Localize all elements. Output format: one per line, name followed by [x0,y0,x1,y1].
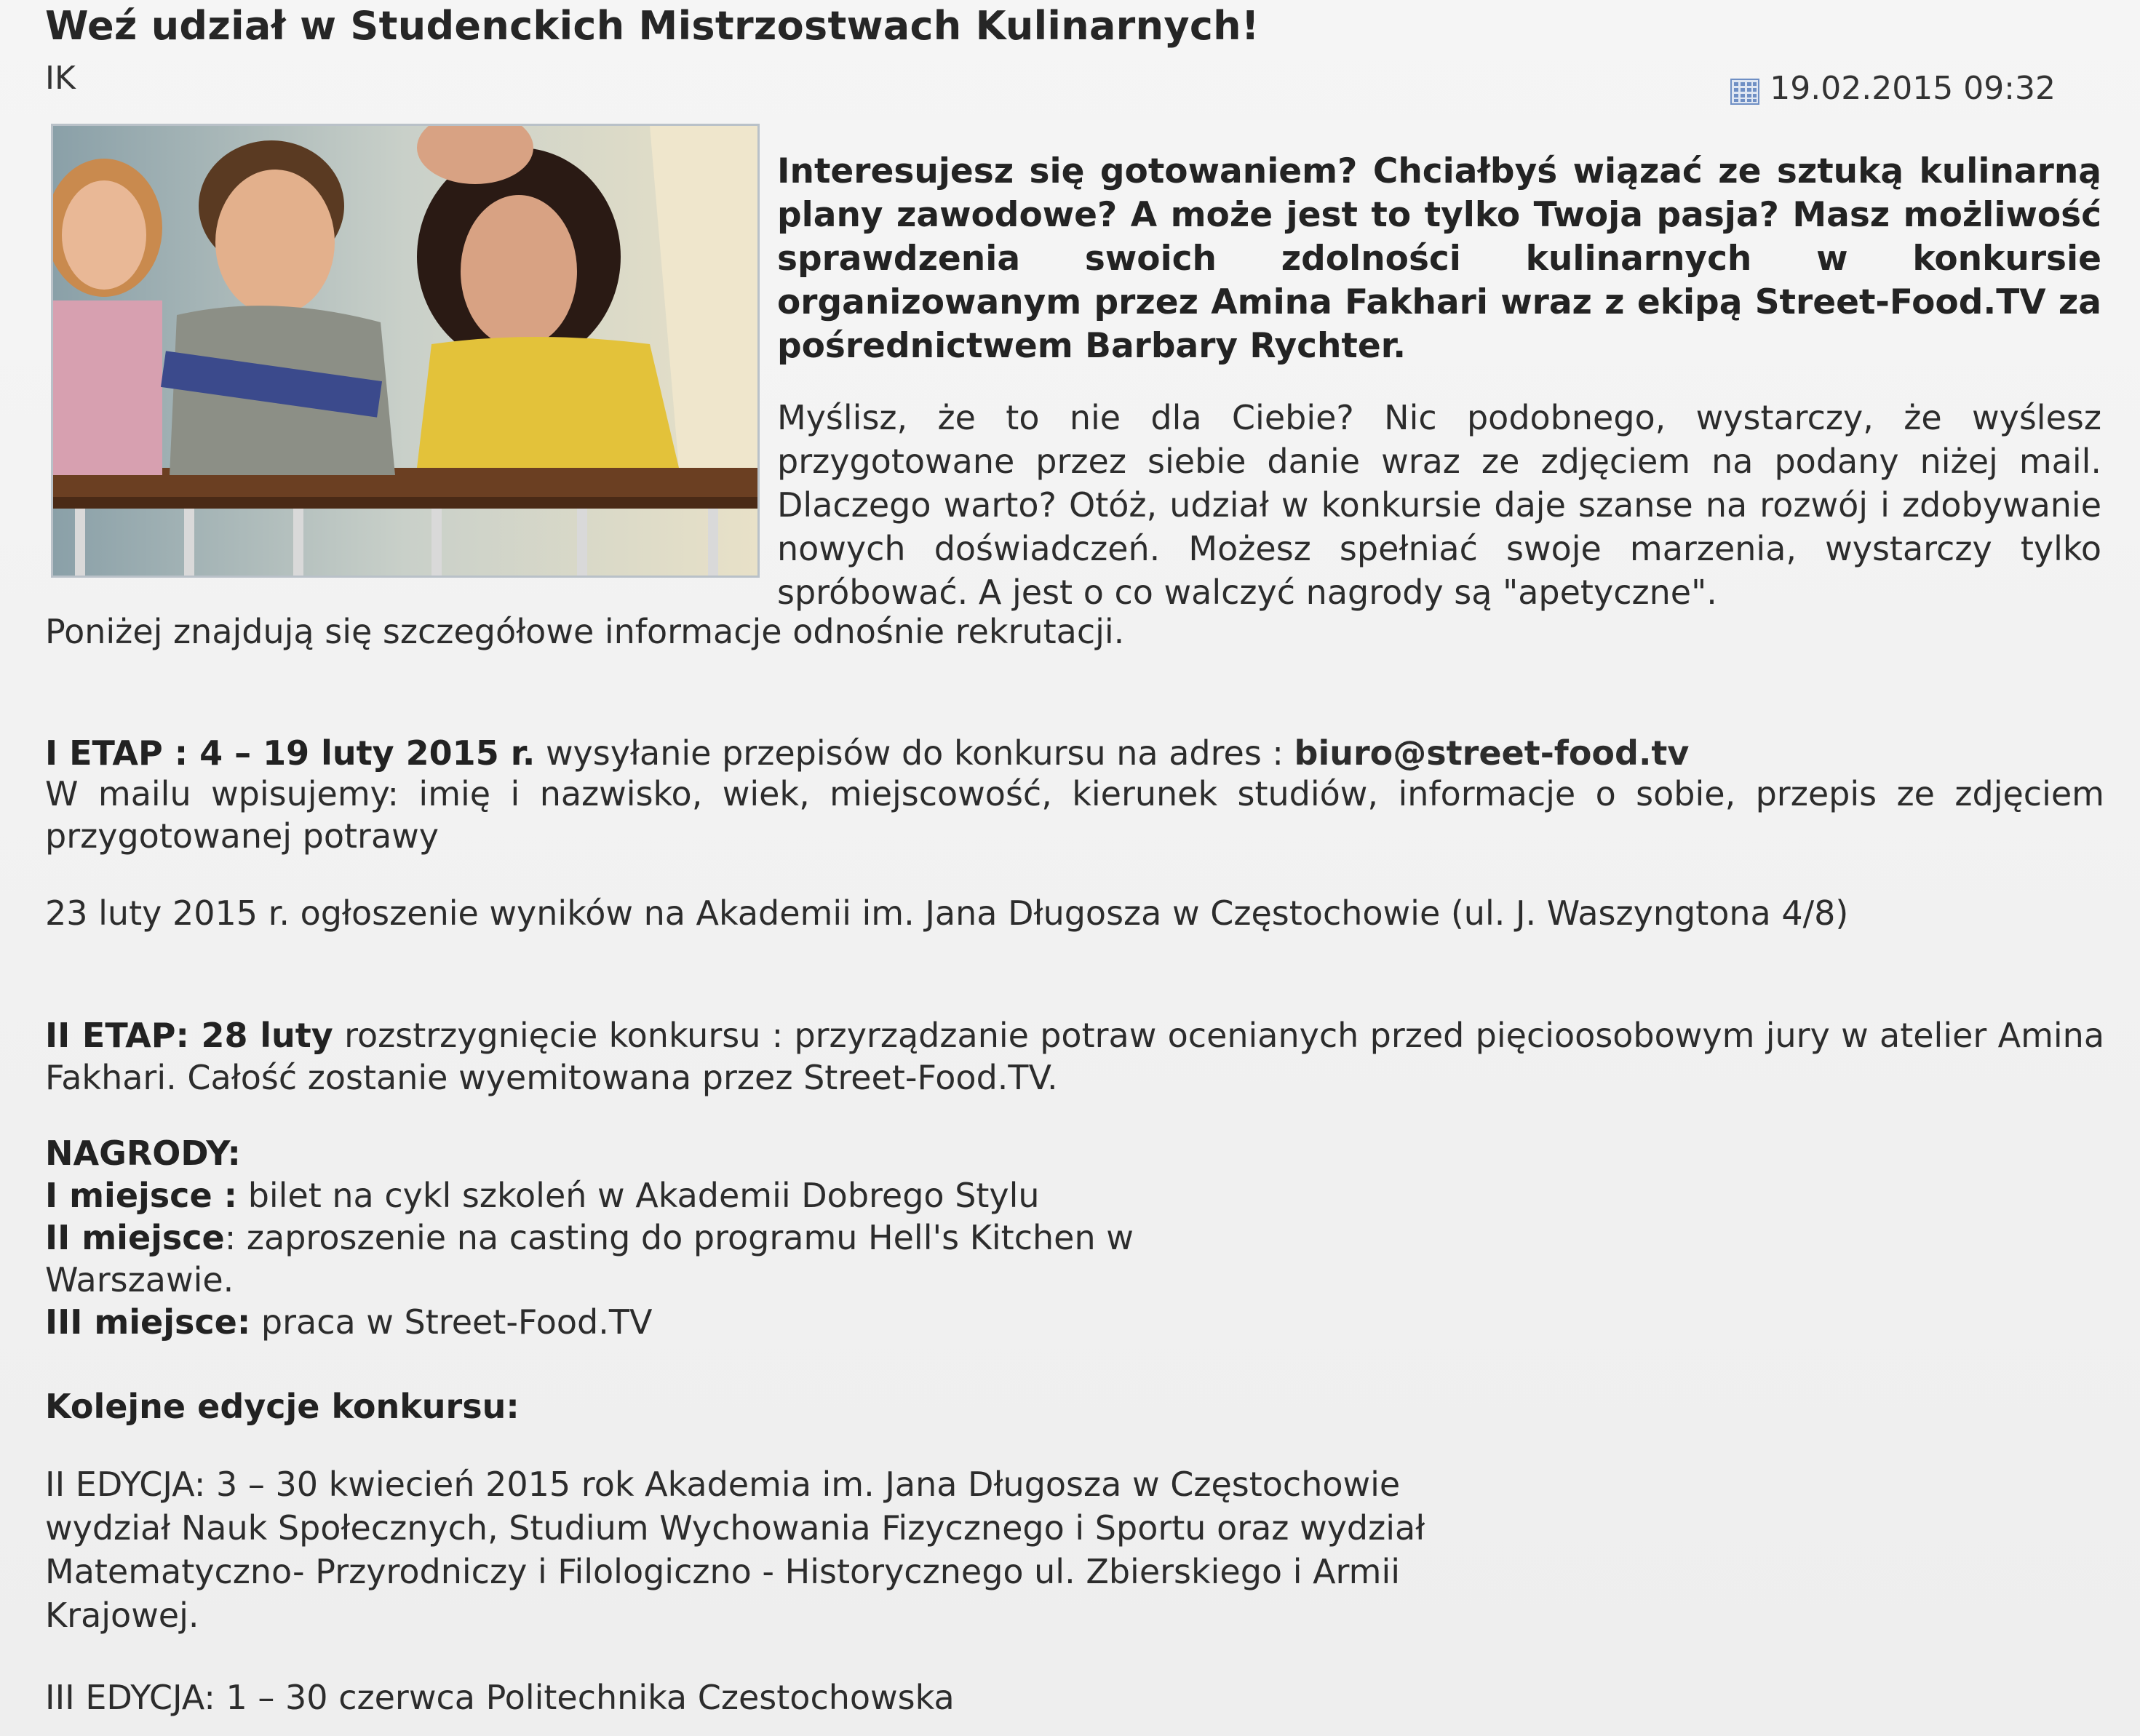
stage-1-label: I ETAP : 4 – 19 luty 2015 r. [45,733,536,773]
students-photo [51,124,760,578]
prize-item [45,1301,2104,1343]
stage-2-label: II ETAP: 28 luty [45,1016,333,1055]
article-date [1730,70,2056,107]
article-author: IK [45,60,76,97]
results-announcement: 23 luty 2015 r. ogłoszenie wyników na Akademii im. Jana Długosza w Częstochowie (ul. J. Waszyngtona 4/8) [45,893,1849,933]
edition-3: III EDYCJA: 1 – 30 czerwca Politechnika Czestochowska [45,1678,955,1717]
editions-heading: Kolejne edycje konkursu: [45,1387,520,1426]
article-title: Weź udział w Studenckich Mistrzostwach Kulinarnych! [45,3,1260,49]
stage-2-text: rozstrzygnięcie konkursu : przyrządzanie potraw ocenianych przed pięcioosobowym jury w atelier Amina Fakhari. Całość zostanie wyemitowana przez Street-Food.TV. [45,1016,2105,1097]
prize-text: bilet na cykl szkoleń w Akademii Dobrego Stylu [247,1176,1040,1215]
stage-2 [45,1014,2104,1099]
prize-place: I miejsce : [45,1176,238,1215]
prize-text: : zaproszenie na casting do programu Hell's Kitchen w Warszawie. [45,1218,1134,1299]
calendar-icon [1730,76,1759,102]
prize-place: II miejsce [45,1218,225,1257]
intro-paragraph: Interesujesz się gotowaniem? Chciałbyś wiązać ze sztuką kulinarną plany zawodowe? A może jest to tylko Twoja pasja? Masz możliwość sprawdzenia swoich zdolności kulinarnych w konkursie organizowanym przez Amina Fakhari wraz z ekipą Street-Food.TV za pośrednictwem Barbary Rychter. [777,151,2101,366]
prize-item [45,1174,2104,1217]
prize-place: III miejsce: [45,1302,251,1342]
date-text: 19.02.2015 09:32 [1770,70,2056,107]
prize-text: praca w Street-Food.TV [260,1302,653,1342]
paragraph-1: Myślisz, że to nie dla Ciebie? Nic podobnego, wystarczy, że wyślesz przygotowane przez siebie danie wraz ze zdjęciem na podany niżej mail. Dlaczego warto? Otóż, udział w konkursie daje szanse na rozwój i zdobywanie nowych doświadczeń. Możesz spełniać swoje marzenia, wystarczy tylko spróbować. A jest o co walczyć nagrody są "apetyczne". [777,398,2101,612]
prizes-heading: NAGRODY: [45,1134,241,1173]
prizes-section [45,1132,2104,1343]
paragraph-1-tail: Poniżej znajdują się szczegółowe informacje odnośnie rekrutacji. [45,612,1125,651]
stage-1-text: wysyłanie przepisów do konkursu na adres : [545,733,1284,773]
prize-item [45,1217,1282,1301]
contact-email[interactable]: biuro@street-food.tv [1294,733,1690,773]
edition-2: II EDYCJA: 3 – 30 kwiecień 2015 rok Akademia im. Jana Długosza w Częstochowie wydział Nauk Społecznych, Studium Wychowania Fizycznego i Sportu oraz wydział Matematyczno- Przyrodniczy i Filologiczno - Historycznego ul. Zbierskiego i Armii Krajowej. [45,1465,1425,1635]
stage-1-details: W mailu wpisujemy: imię i nazwisko, wiek, miejscowość, kierunek studiów, informacje o sobie, przepis ze zdjęciem przygotowanej potrawy [45,774,2104,856]
stage-1 [45,732,2104,774]
